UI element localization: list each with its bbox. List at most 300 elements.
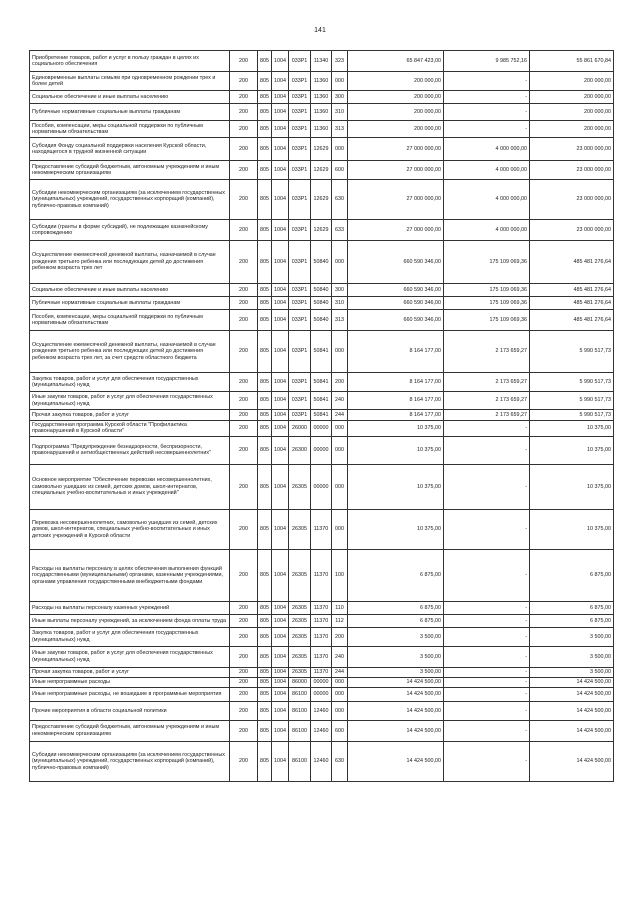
- code-section: 200: [230, 331, 258, 373]
- code-expense-type: 000: [332, 464, 348, 509]
- code-target: 11360: [311, 104, 332, 121]
- amount-remaining: 5 990 517,73: [530, 331, 614, 373]
- code-target: 11360: [311, 72, 332, 91]
- table-row: [30, 421, 614, 437]
- row-name: Подпрограмма "Предупреждение безнадзорности, беспризорности, правонарушений и антиобщественных действий несовершеннолетних": [30, 436, 230, 464]
- code-ministry: 805: [258, 392, 272, 410]
- code-target: 00000: [311, 421, 332, 437]
- amount-approved: 3 500,00: [348, 646, 444, 667]
- amount-approved: 660 590 346,00: [348, 284, 444, 297]
- code-program: 033P1: [289, 121, 311, 138]
- row-name: Публичные нормативные социальные выплаты гражданам: [30, 297, 230, 310]
- row-name: Социальное обеспечение и иные выплаты населению: [30, 284, 230, 297]
- code-ministry: 805: [258, 741, 272, 781]
- budget-table: [29, 50, 614, 782]
- code-target: 11360: [311, 121, 332, 138]
- table-row: [30, 161, 614, 180]
- code-target: 50840: [311, 241, 332, 284]
- code-program: 033P1: [289, 138, 311, 161]
- code-ministry: 805: [258, 677, 272, 687]
- code-expense-type: 300: [332, 284, 348, 297]
- amount-remaining: 14 424 500,00: [530, 687, 614, 701]
- amount-approved: 10 375,00: [348, 509, 444, 549]
- amount-executed: 4 000 000,00: [444, 161, 530, 180]
- code-subsection: 1004: [272, 701, 289, 720]
- amount-approved: 14 424 500,00: [348, 701, 444, 720]
- code-target: 11370: [311, 646, 332, 667]
- table-row: [30, 121, 614, 138]
- code-section: 200: [230, 741, 258, 781]
- code-program: 26305: [289, 614, 311, 627]
- amount-executed: 175 109 069,36: [444, 297, 530, 310]
- amount-approved: 27 000 000,00: [348, 180, 444, 220]
- row-name: Осуществление ежемесячной денежной выплаты, назначаемой в случае рождения третьего ребенка или последующих детей до достижения ребенком возраста трех лет: [30, 241, 230, 284]
- code-subsection: 1004: [272, 331, 289, 373]
- code-subsection: 1004: [272, 410, 289, 421]
- table-row: [30, 392, 614, 410]
- code-program: 033P1: [289, 297, 311, 310]
- code-subsection: 1004: [272, 667, 289, 677]
- code-expense-type: 310: [332, 104, 348, 121]
- table-row: [30, 549, 614, 601]
- code-subsection: 1004: [272, 180, 289, 220]
- code-subsection: 1004: [272, 121, 289, 138]
- amount-approved: 65 847 423,00: [348, 51, 444, 72]
- budget-table-body: [30, 51, 614, 782]
- row-name: Приобретение товаров, работ и услуг в пользу граждан в целях их социального обеспечения: [30, 51, 230, 72]
- row-name: Иные непрограммные расходы, не вошедшие в программные мероприятия: [30, 687, 230, 701]
- code-ministry: 805: [258, 51, 272, 72]
- code-expense-type: 110: [332, 601, 348, 614]
- code-program: 86100: [289, 701, 311, 720]
- table-row: [30, 72, 614, 91]
- amount-executed: -: [444, 646, 530, 667]
- row-name: Основное мероприятие "Обеспечение перевозки несовершеннолетних, самовольно ушедших из семей, детских домов, школ-интернатов, специальных учебно-воспитательных и иных учреждений": [30, 464, 230, 509]
- code-program: 033P1: [289, 91, 311, 104]
- table-row: [30, 720, 614, 741]
- amount-remaining: 3 500,00: [530, 627, 614, 646]
- code-program: 26305: [289, 464, 311, 509]
- amount-remaining: 23 000 000,00: [530, 138, 614, 161]
- code-expense-type: 313: [332, 310, 348, 331]
- code-section: 200: [230, 138, 258, 161]
- code-program: 033P1: [289, 104, 311, 121]
- code-target: 12629: [311, 161, 332, 180]
- table-row: [30, 687, 614, 701]
- code-subsection: 1004: [272, 392, 289, 410]
- code-expense-type: 000: [332, 421, 348, 437]
- code-section: 200: [230, 677, 258, 687]
- amount-approved: 6 875,00: [348, 601, 444, 614]
- code-target: 11370: [311, 549, 332, 601]
- code-subsection: 1004: [272, 677, 289, 687]
- amount-remaining: 6 875,00: [530, 549, 614, 601]
- code-expense-type: 633: [332, 220, 348, 241]
- code-ministry: 805: [258, 410, 272, 421]
- code-expense-type: 244: [332, 667, 348, 677]
- code-ministry: 805: [258, 687, 272, 701]
- amount-remaining: 14 424 500,00: [530, 677, 614, 687]
- code-ministry: 805: [258, 310, 272, 331]
- amount-approved: 14 424 500,00: [348, 687, 444, 701]
- code-expense-type: 313: [332, 121, 348, 138]
- code-program: 26000: [289, 421, 311, 437]
- table-row: [30, 464, 614, 509]
- code-subsection: 1004: [272, 436, 289, 464]
- code-target: 12460: [311, 720, 332, 741]
- row-name: Публичные нормативные социальные выплаты гражданам: [30, 104, 230, 121]
- code-ministry: 805: [258, 121, 272, 138]
- amount-approved: 8 164 177,00: [348, 410, 444, 421]
- code-ministry: 805: [258, 601, 272, 614]
- amount-remaining: 6 875,00: [530, 601, 614, 614]
- code-subsection: 1004: [272, 549, 289, 601]
- code-ministry: 805: [258, 373, 272, 392]
- code-section: 200: [230, 436, 258, 464]
- table-row: [30, 410, 614, 421]
- code-expense-type: 240: [332, 646, 348, 667]
- amount-remaining: 3 500,00: [530, 667, 614, 677]
- code-section: 200: [230, 421, 258, 437]
- row-name: Иные выплаты персоналу учреждений, за исключением фонда оплаты труда: [30, 614, 230, 627]
- code-program: 26305: [289, 667, 311, 677]
- code-expense-type: 000: [332, 701, 348, 720]
- amount-executed: -: [444, 701, 530, 720]
- code-section: 200: [230, 310, 258, 331]
- code-section: 200: [230, 549, 258, 601]
- code-expense-type: 323: [332, 51, 348, 72]
- code-expense-type: 100: [332, 549, 348, 601]
- row-name: Иные непрограммные расходы: [30, 677, 230, 687]
- amount-remaining: 485 481 276,64: [530, 284, 614, 297]
- amount-executed: -: [444, 104, 530, 121]
- amount-executed: -: [444, 436, 530, 464]
- code-subsection: 1004: [272, 614, 289, 627]
- code-target: 50841: [311, 373, 332, 392]
- amount-executed: -: [444, 421, 530, 437]
- code-program: 26305: [289, 509, 311, 549]
- amount-approved: 200 000,00: [348, 72, 444, 91]
- row-name: Осуществление ежемесячной денежной выплаты, назначаемой в случае рождения третьего ребенка или последующих детей до достижения ребенком возраста трех лет, за счет средств областного бюджета: [30, 331, 230, 373]
- amount-approved: 14 424 500,00: [348, 741, 444, 781]
- row-name: Государственная программа Курской области "Профилактика правонарушений в Курской области": [30, 421, 230, 437]
- row-name: Предоставление субсидий бюджетным, автономным учреждениям и иным некоммерческим организациям: [30, 161, 230, 180]
- table-row: [30, 667, 614, 677]
- amount-approved: 27 000 000,00: [348, 220, 444, 241]
- row-name: Прочая закупка товаров, работ и услуг: [30, 667, 230, 677]
- table-row: [30, 91, 614, 104]
- row-name: Субсидии некоммерческим организациям (за исключением государственных (муниципальных) учреждений, государственных корпораций (компаний), публично-правовых компаний): [30, 741, 230, 781]
- table-row: [30, 104, 614, 121]
- amount-approved: 8 164 177,00: [348, 331, 444, 373]
- code-ministry: 805: [258, 667, 272, 677]
- amount-remaining: 200 000,00: [530, 91, 614, 104]
- code-ministry: 805: [258, 161, 272, 180]
- table-row: [30, 741, 614, 781]
- table-row: [30, 310, 614, 331]
- code-ministry: 805: [258, 180, 272, 220]
- amount-executed: -: [444, 614, 530, 627]
- amount-remaining: 10 375,00: [530, 421, 614, 437]
- code-target: 00000: [311, 677, 332, 687]
- row-name: Предоставление субсидий бюджетным, автономным учреждениям и иным некоммерческим организациям: [30, 720, 230, 741]
- code-program: 86100: [289, 687, 311, 701]
- code-ministry: 805: [258, 284, 272, 297]
- code-target: 00000: [311, 464, 332, 509]
- code-target: 12629: [311, 220, 332, 241]
- amount-approved: 8 164 177,00: [348, 392, 444, 410]
- code-ministry: 805: [258, 627, 272, 646]
- amount-executed: -: [444, 667, 530, 677]
- code-subsection: 1004: [272, 627, 289, 646]
- code-expense-type: 600: [332, 161, 348, 180]
- code-program: 86100: [289, 741, 311, 781]
- code-ministry: 805: [258, 614, 272, 627]
- code-expense-type: 300: [332, 91, 348, 104]
- table-row: [30, 601, 614, 614]
- amount-remaining: 200 000,00: [530, 121, 614, 138]
- code-section: 200: [230, 410, 258, 421]
- row-name: Субсидия Фонду социальной поддержки населения Курской области, находящегося в трудной жизненной ситуации: [30, 138, 230, 161]
- code-target: 12460: [311, 701, 332, 720]
- code-target: 11370: [311, 667, 332, 677]
- code-ministry: 805: [258, 509, 272, 549]
- row-name: Прочие мероприятия в области социальной политики: [30, 701, 230, 720]
- code-ministry: 805: [258, 720, 272, 741]
- code-expense-type: 310: [332, 297, 348, 310]
- code-ministry: 805: [258, 220, 272, 241]
- code-program: 033P1: [289, 410, 311, 421]
- table-row: [30, 138, 614, 161]
- code-subsection: 1004: [272, 601, 289, 614]
- code-expense-type: 000: [332, 138, 348, 161]
- code-ministry: 805: [258, 91, 272, 104]
- code-ministry: 805: [258, 331, 272, 373]
- amount-approved: 14 424 500,00: [348, 720, 444, 741]
- code-section: 200: [230, 51, 258, 72]
- amount-executed: 9 985 752,16: [444, 51, 530, 72]
- code-target: 12460: [311, 741, 332, 781]
- code-target: 50840: [311, 310, 332, 331]
- row-name: Пособия, компенсации, меры социальной поддержки по публичным нормативным обязательствам: [30, 310, 230, 331]
- amount-executed: -: [444, 509, 530, 549]
- amount-remaining: 6 875,00: [530, 614, 614, 627]
- amount-executed: -: [444, 549, 530, 601]
- code-target: 00000: [311, 436, 332, 464]
- code-subsection: 1004: [272, 241, 289, 284]
- code-expense-type: 630: [332, 180, 348, 220]
- amount-remaining: 5 990 517,73: [530, 392, 614, 410]
- code-target: 11370: [311, 509, 332, 549]
- row-name: Расходы на выплаты персоналу казенных учреждений: [30, 601, 230, 614]
- code-subsection: 1004: [272, 72, 289, 91]
- code-section: 200: [230, 464, 258, 509]
- amount-approved: 27 000 000,00: [348, 161, 444, 180]
- code-program: 033P1: [289, 220, 311, 241]
- code-subsection: 1004: [272, 220, 289, 241]
- amount-executed: -: [444, 720, 530, 741]
- code-target: 00000: [311, 687, 332, 701]
- code-subsection: 1004: [272, 687, 289, 701]
- amount-executed: 2 173 659,27: [444, 392, 530, 410]
- code-section: 200: [230, 104, 258, 121]
- code-expense-type: 630: [332, 741, 348, 781]
- code-target: 50840: [311, 297, 332, 310]
- amount-remaining: 14 424 500,00: [530, 701, 614, 720]
- table-row: [30, 284, 614, 297]
- code-expense-type: 000: [332, 687, 348, 701]
- code-expense-type: 200: [332, 373, 348, 392]
- amount-remaining: 10 375,00: [530, 436, 614, 464]
- code-target: 50841: [311, 392, 332, 410]
- amount-executed: 2 173 659,27: [444, 373, 530, 392]
- amount-remaining: 14 424 500,00: [530, 741, 614, 781]
- code-expense-type: 112: [332, 614, 348, 627]
- table-row: [30, 436, 614, 464]
- code-target: 11370: [311, 614, 332, 627]
- code-section: 200: [230, 180, 258, 220]
- row-name: Иные закупки товаров, работ и услуг для обеспечения государственных (муниципальных) нужд: [30, 646, 230, 667]
- code-section: 200: [230, 667, 258, 677]
- amount-remaining: 485 481 276,64: [530, 310, 614, 331]
- code-ministry: 805: [258, 549, 272, 601]
- code-ministry: 805: [258, 297, 272, 310]
- amount-approved: 8 164 177,00: [348, 373, 444, 392]
- code-subsection: 1004: [272, 138, 289, 161]
- amount-executed: -: [444, 91, 530, 104]
- table-row: [30, 509, 614, 549]
- code-section: 200: [230, 161, 258, 180]
- code-program: 033P1: [289, 392, 311, 410]
- amount-approved: 660 590 346,00: [348, 297, 444, 310]
- table-row: [30, 614, 614, 627]
- row-name: Закупка товаров, работ и услуг для обеспечения государственных (муниципальных) нужд: [30, 373, 230, 392]
- table-row: [30, 331, 614, 373]
- code-expense-type: 000: [332, 241, 348, 284]
- code-ministry: 805: [258, 646, 272, 667]
- amount-executed: -: [444, 121, 530, 138]
- code-section: 200: [230, 297, 258, 310]
- code-program: 26305: [289, 646, 311, 667]
- code-section: 200: [230, 392, 258, 410]
- amount-executed: 4 000 000,00: [444, 220, 530, 241]
- amount-approved: 10 375,00: [348, 421, 444, 437]
- code-section: 200: [230, 121, 258, 138]
- amount-remaining: 5 990 517,73: [530, 410, 614, 421]
- code-section: 200: [230, 614, 258, 627]
- amount-approved: 3 500,00: [348, 627, 444, 646]
- code-ministry: 805: [258, 241, 272, 284]
- amount-executed: 175 109 069,36: [444, 310, 530, 331]
- code-program: 033P1: [289, 72, 311, 91]
- amount-approved: 10 375,00: [348, 436, 444, 464]
- amount-executed: 175 109 069,36: [444, 241, 530, 284]
- amount-approved: 660 590 346,00: [348, 241, 444, 284]
- code-section: 200: [230, 91, 258, 104]
- row-name: Субсидии (гранты в форме субсидий), не подлежащие казначейскому сопровождению: [30, 220, 230, 241]
- amount-executed: -: [444, 627, 530, 646]
- code-subsection: 1004: [272, 104, 289, 121]
- code-subsection: 1004: [272, 161, 289, 180]
- code-subsection: 1004: [272, 464, 289, 509]
- code-program: 26305: [289, 549, 311, 601]
- code-ministry: 805: [258, 701, 272, 720]
- code-section: 200: [230, 627, 258, 646]
- code-subsection: 1004: [272, 741, 289, 781]
- amount-remaining: 485 481 276,64: [530, 297, 614, 310]
- amount-remaining: 10 375,00: [530, 509, 614, 549]
- code-program: 033P1: [289, 161, 311, 180]
- code-ministry: 805: [258, 72, 272, 91]
- table-row: [30, 373, 614, 392]
- row-name: Перевозка несовершеннолетних, самовольно ушедших из семей, детских домов, школ-интернатов, специальных учебно-воспитательных и иных детских учреждений в Курской области: [30, 509, 230, 549]
- code-section: 200: [230, 601, 258, 614]
- code-subsection: 1004: [272, 373, 289, 392]
- row-name: Иные закупки товаров, работ и услуг для обеспечения государственных (муниципальных) нужд: [30, 392, 230, 410]
- table-row: [30, 241, 614, 284]
- code-ministry: 805: [258, 464, 272, 509]
- code-target: 12629: [311, 138, 332, 161]
- amount-remaining: 200 000,00: [530, 104, 614, 121]
- row-name: Единовременные выплаты семьям при одновременном рождении трех и более детей: [30, 72, 230, 91]
- code-expense-type: 000: [332, 677, 348, 687]
- code-section: 200: [230, 509, 258, 549]
- amount-approved: 200 000,00: [348, 91, 444, 104]
- code-subsection: 1004: [272, 509, 289, 549]
- code-expense-type: 244: [332, 410, 348, 421]
- table-row: [30, 627, 614, 646]
- table-row: [30, 701, 614, 720]
- code-expense-type: 000: [332, 436, 348, 464]
- code-target: 50841: [311, 410, 332, 421]
- code-subsection: 1004: [272, 297, 289, 310]
- code-expense-type: 240: [332, 392, 348, 410]
- code-program: 033P1: [289, 310, 311, 331]
- code-expense-type: 000: [332, 331, 348, 373]
- amount-remaining: 23 000 000,00: [530, 161, 614, 180]
- table-row: [30, 297, 614, 310]
- amount-remaining: 23 000 000,00: [530, 220, 614, 241]
- code-section: 200: [230, 720, 258, 741]
- code-program: 033P1: [289, 284, 311, 297]
- amount-remaining: 485 481 276,64: [530, 241, 614, 284]
- code-ministry: 805: [258, 421, 272, 437]
- amount-approved: 14 424 500,00: [348, 677, 444, 687]
- table-row: [30, 677, 614, 687]
- amount-remaining: 55 861 670,84: [530, 51, 614, 72]
- amount-executed: 175 109 069,36: [444, 284, 530, 297]
- code-ministry: 805: [258, 138, 272, 161]
- amount-executed: 4 000 000,00: [444, 180, 530, 220]
- page-number: 141: [314, 27, 326, 34]
- amount-remaining: 10 375,00: [530, 464, 614, 509]
- code-target: 11370: [311, 601, 332, 614]
- code-program: 86000: [289, 677, 311, 687]
- code-target: 11370: [311, 627, 332, 646]
- code-section: 200: [230, 220, 258, 241]
- code-subsection: 1004: [272, 91, 289, 104]
- row-name: Пособия, компенсации, меры социальной поддержки по публичным нормативным обязательствам: [30, 121, 230, 138]
- amount-approved: 6 875,00: [348, 549, 444, 601]
- table-row: [30, 51, 614, 72]
- code-section: 200: [230, 687, 258, 701]
- code-section: 200: [230, 284, 258, 297]
- row-name: Расходы на выплаты персоналу в целях обеспечения выполнения функций государственными (муниципальными) органами, казенными учреждениями, органами управления государственными внебюджетными фондами: [30, 549, 230, 601]
- code-target: 50840: [311, 284, 332, 297]
- code-subsection: 1004: [272, 51, 289, 72]
- table-row: [30, 646, 614, 667]
- code-section: 200: [230, 373, 258, 392]
